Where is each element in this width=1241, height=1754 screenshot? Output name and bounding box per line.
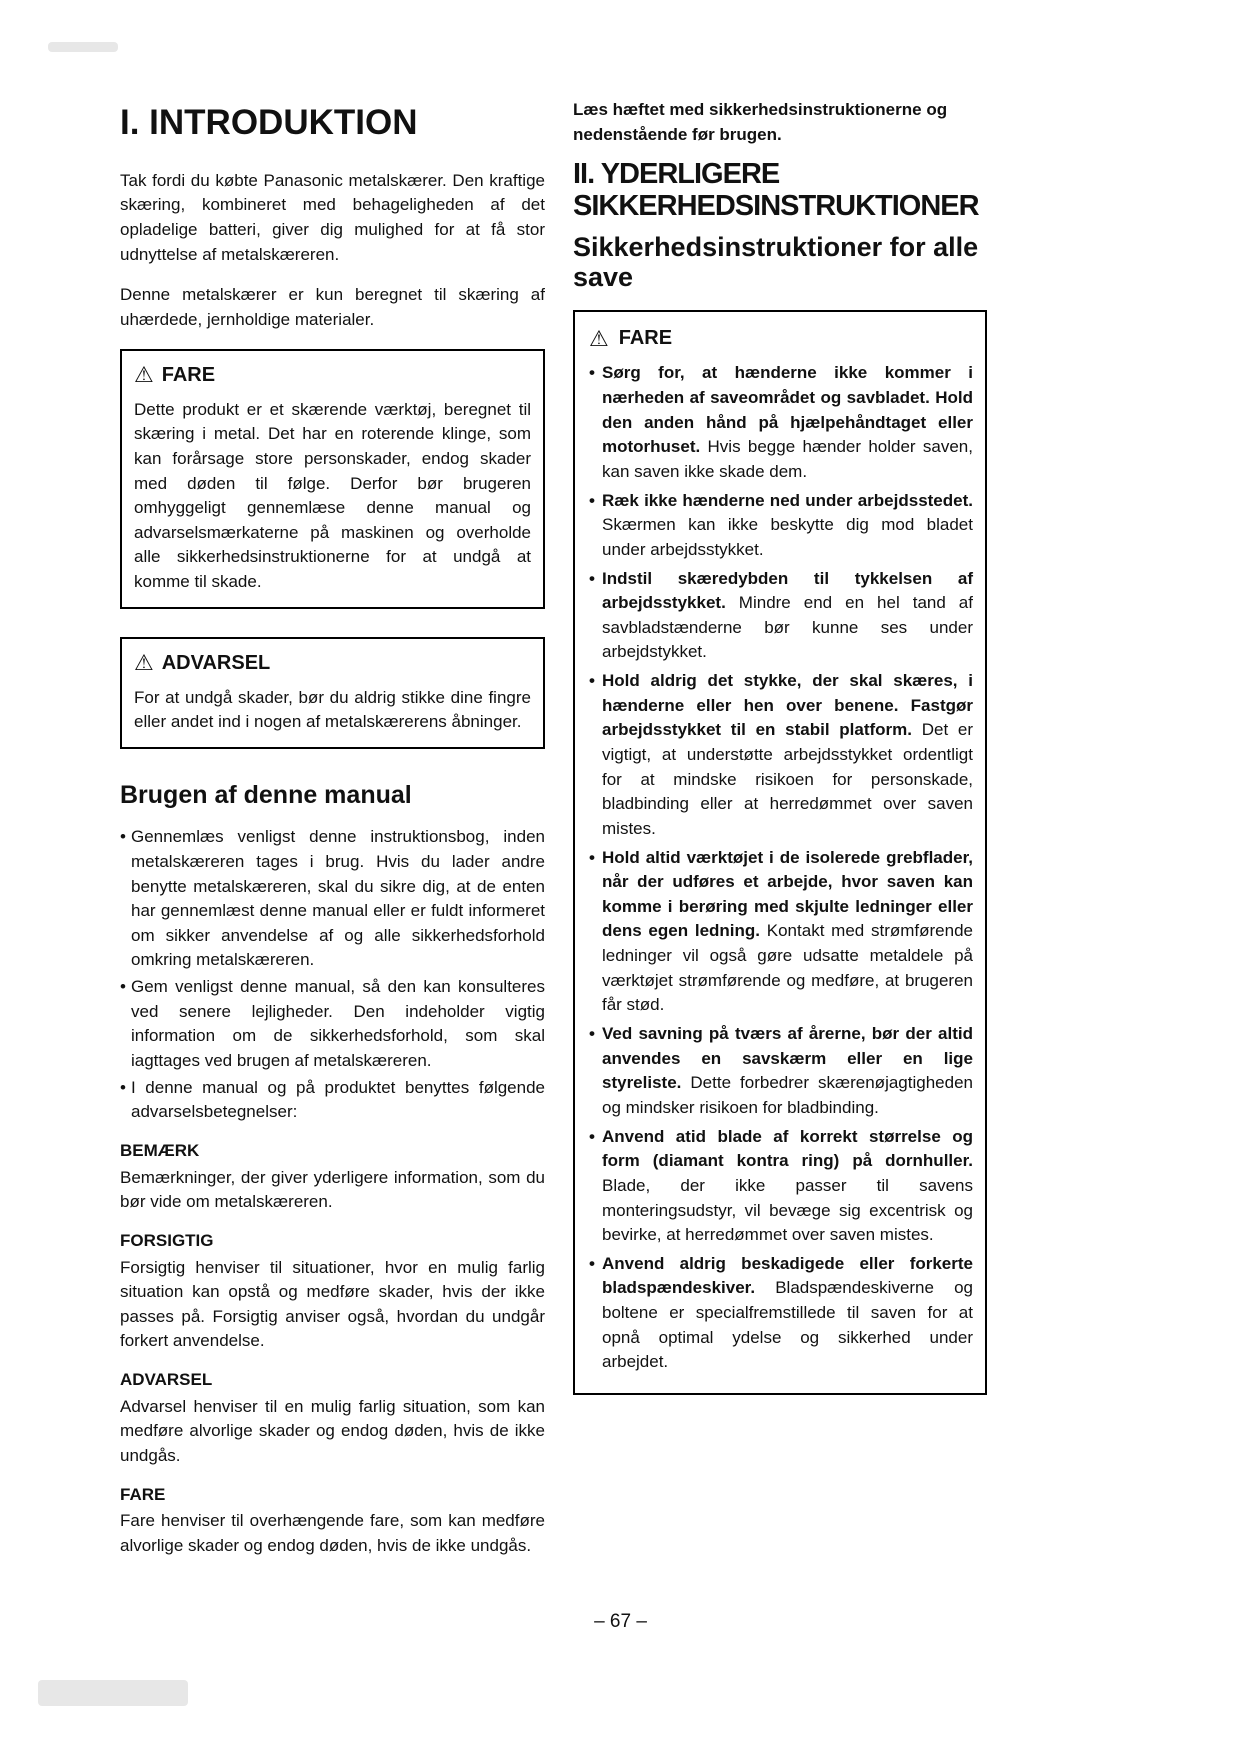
term-body-fare: Fare henviser til overhængende fare, som kan medføre alvorlige skader og endog døden, hvis de ikke undgås.	[120, 1511, 545, 1555]
term-body-forsigtig: Forsigtig henviser til situationer, hvor en mulig farlig situation kan opstå og medføre skader, hvis der ikke passes på. Forsigtig anviser også, hvordan du undgår forkert anvendelse.	[120, 1257, 545, 1351]
danger-box	[120, 349, 545, 609]
right-column	[573, 98, 987, 1559]
safety-lead-text: Læs hæftet med sikkerhedsinstruktionerne og nedenstående før brugen.	[573, 100, 948, 144]
list-item: • Gennemlæs venligst denne instruktionsbog, inden metalskæreren tages i brug. Hvis du lader andre benytte metalskæreren, skal du sikre dig, at de enten har gennemlæst denne manual eller er fuldt informeret om sikker anvendelse af og alle sikkerhedsforhold omkring metalskæreren.	[120, 825, 545, 973]
scan-artifact	[38, 1680, 188, 1706]
intro-paragraph-2: Denne metalskærer er kun beregnet til skæring af uhærdede, jernholdige materialer.	[120, 285, 545, 329]
all-saws-subtitle: Sikkerhedsinstruktioner for alle save	[573, 231, 979, 293]
warning-triangle-icon: ⚠	[134, 650, 154, 676]
safety-bullet: • Sørg for, at hænderne ikke kommer i nærheden af saveområdet og savbladet. Hold den anden hånd på hjælpehåndtaget eller motorhuset. Hvis begge hænder holder saven, kan saven ikke skade dem.	[587, 361, 973, 484]
safety-instruction-list	[587, 361, 973, 1375]
term-body-advarsel: Advarsel henviser til en mulig farlig situation, som kan medføre alvorlige skader og endog døden, hvis de ikke undgås.	[120, 1396, 545, 1465]
term-body-bemaerk: Bemærkninger, der giver yderligere information, som du bør vide om metalskæreren.	[120, 1167, 545, 1212]
term-definitions	[120, 1139, 545, 1559]
additional-safety-title: II. YDERLIGERE SIKKERHEDSINSTRUKTIONER	[573, 158, 979, 222]
manual-usage-list	[120, 825, 545, 1125]
term-label-advarsel: ADVARSEL	[120, 1370, 213, 1390]
safety-bullet: • Ræk ikke hænderne ned under arbejdsstedet. Skærmen kan ikke beskytte dig mod bladet under arbejdsstykket.	[587, 489, 973, 563]
safety-bullet: • Indstil skæredybden til tykkelsen af arbejdsstykket. Mindre end en hel tand af savbladstænderne bør kunne ses under arbejdstykket.	[587, 567, 973, 666]
safety-danger-box-title: FARE	[618, 327, 673, 350]
term-label-fare: FARE	[120, 1484, 166, 1504]
two-column-layout	[120, 98, 1241, 1559]
safety-bullet: • Anvend atid blade af korrekt størrelse og form (diamant kontra ring) på dornhuller. Blade, der ikke passer til savens monteringsudstyr, vil bevæge sig excentrisk og bevirke, at herredømmet over saven mistes.	[587, 1125, 973, 1248]
warning-box-header	[134, 649, 531, 678]
safety-danger-box-header	[589, 324, 973, 353]
list-item: • I denne manual og på produktet benyttes følgende advarselsbetegnelser:	[120, 1076, 545, 1125]
left-column	[120, 98, 545, 1559]
danger-box-title: FARE	[161, 363, 216, 386]
safety-danger-box	[573, 310, 987, 1395]
warning-triangle-icon: ⚠	[134, 362, 154, 388]
warning-box-title: ADVARSEL	[161, 651, 271, 674]
intro-paragraph-1: Tak fordi du købte Panasonic metalskærer. Den kraftige skæring, kombineret med behageligheden af det opladelige batteri, giver dig mulighed for at få stor udnyttelse af metalskæreren.	[120, 170, 545, 264]
list-item: • Gem venligst denne manual, så den kan konsulteres ved senere lejligheder. Den indeholder vigtig information om de sikkerhedsforhold, som skal iagttages ved brugen af metalskæreren.	[120, 975, 545, 1074]
page-number: – 67 –	[594, 1611, 647, 1633]
warning-triangle-icon: ⚠	[589, 325, 609, 351]
manual-usage-title: Brugen af denne manual	[120, 781, 412, 809]
warning-box	[120, 637, 545, 749]
term-label-bemaerk: BEMÆRK	[120, 1140, 200, 1160]
scan-artifact	[48, 42, 118, 52]
danger-box-header	[134, 361, 531, 390]
danger-box-body: Dette produkt er et skærende værktøj, beregnet til skæring i metal. Det har en roterende klinge, som kan forårsage store personskader, endog skader med døden til følge. Derfor bør brugeren omhyggeligt gennemlæse denne manual og advarselsmærkaterne på maskinen og overholde alle sikkerhedsinstruktionerne for at undgå at komme til skade.	[134, 399, 531, 592]
safety-bullet: • Hold altid værktøjet i de isolerede grebflader, når der udføres et arbejde, hvor saven kan komme i berøring med skjulte ledninger eller dens egen ledning. Kontakt med strømførende ledninger vil også gøre udsatte metaldele på værktøjet strømførende og medføre, at brugeren får stød.	[587, 846, 973, 1018]
term-label-forsigtig: FORSIGTIG	[120, 1230, 214, 1250]
safety-bullet: • Hold aldrig det stykke, der skal skæres, i hænderne eller hen over benene. Fastgør arbejdsstykket til en stabil platform. Det er vigtigt, at understøtte arbejdsstykket ordentligt for at mindske risikoen for personskade, bladbinding eller at herredømmet over saven mistes.	[587, 669, 973, 841]
warning-box-body: For at undgå skader, bør du aldrig stikke dine fingre eller andet ind i nogen af metalskærerens åbninger.	[134, 687, 531, 732]
safety-bullet: • Ved savning på tværs af årerne, bør der altid anvendes en savskærm eller en lige styreliste. Dette forbedrer skærenøjagtigheden og mindsker risikoen for bladbinding.	[587, 1022, 973, 1121]
safety-bullet: • Anvend aldrig beskadigede eller forkerte bladspændeskiver. Bladspændeskiverne og boltene er specialfremstillede til saven for at opnå optimal ydelse og sikkerhed under arbejdet.	[587, 1252, 973, 1375]
introduction-title: I. INTRODUKTION	[120, 103, 418, 142]
